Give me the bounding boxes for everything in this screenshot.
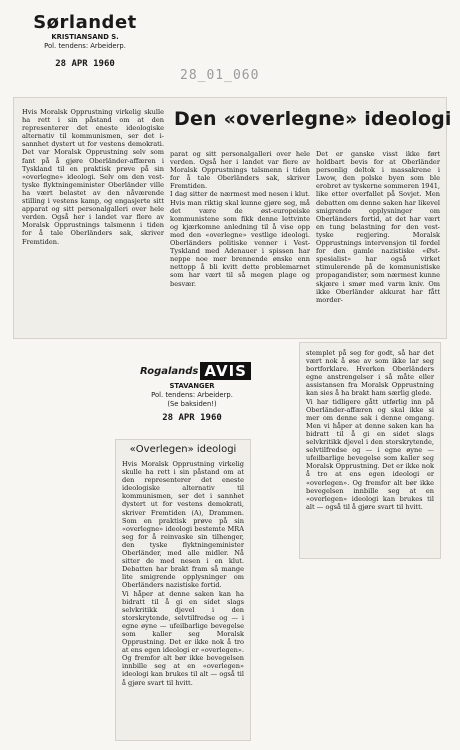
- clipping-note: (Se baksiden!): [167, 400, 217, 408]
- headline: Den «overlegne» ideologi: [174, 108, 452, 130]
- political-tendency: Pol. tendens: Arbeiderp.: [44, 42, 126, 50]
- date-stamp: 28 APR 1960: [162, 413, 222, 423]
- article-column-3: Det er ganske visst ikke ført holdbart bevis for at Oberländer personlig deltok i massakrene i Lwow, den polske byen som ble erobret av tyskerne sommeren 1941, like etter overfallet på Sovjet. Men debatten om denne saken har likevel smigrende opplysninger om Oberländers fortid, at det har vært en tung belastning for den vest-tyske regjering. Moralsk Opprustnings intervensjon til fordel for den gamle nazistiske «Øst-spesialist» har også virket stimulerende på de kommunistiske propagandister, som nærmest kunne skjære i smør med varm kniv. Om ikke Oberländer akkurat har fått morder-: [316, 150, 440, 304]
- clipping-sorlandet: [14, 98, 452, 338]
- newspaper-name: Sørlandet: [33, 12, 137, 33]
- masthead-rogalands-details: [140, 382, 244, 423]
- article-column-2: parat og sitt personalgalleri over hele verden. Også her i landet var flere av Moralsk Opprustnings talsmenn i tiden for å tale Oberländers sak, skriver Fremtiden. I dag sitter de nærmest med nesen i klut. Hvis man riktig skal kunne gjøre seg, må det være de øst-europeiske kommunistene som fikk denne lettvinte og kjærkomne anledning til å vise opp med den «overlegne» vestlige ideologi. Oberländers politiske venner i Vest-Tyskland med Adenauer i spissen har neppe noe mer brennende ønske enn nettopp å bli kvitt dette problemarnet som har vært til så megen plage og besvær.: [170, 150, 310, 288]
- clipping-continuation: [300, 343, 440, 558]
- masthead-sorlandet: [22, 12, 148, 69]
- article-column-1: Hvis Moralsk Opprustning virkelig skulle ha rett i sin påstand om at den representerer det eneste ideologiske alternativ til kommunismen, ser det i-sannhet dystert ut for vestens demokrati. Det var Moralsk Opprustning selv som fant på å gjøre Oberländer-affæren i Tyskland til en praktisk prøve på sin «overlegne» ideologi. Selv om den vest-tyske flyktningeminister Oberländer ville ha vært belastet av den nåværende stilling i vestens kamp, og engasjerte sitt apparat og sitt personalgalleri over hele verden. Også her i landet var flere av Moralsk Opprustnings talsmenn i tiden for å tale Oberländers sak, skriver Fremtiden.: [22, 108, 164, 246]
- newspaper-name-prefix: Rogalands: [140, 365, 199, 377]
- newspaper-city: KRISTIANSAND S.: [51, 33, 119, 41]
- masthead-rogalands-avis: [140, 362, 251, 380]
- article-text: Hvis Moralsk Opprustning virkelig skulle ha rett i sin påstand om at den representerer det eneste ideologiske alternativ til kommunismen, ser det i sannhet dystert ut for vestens demokrati, skriver Fremtiden (A), Drammen. Som en praktisk prøve på sin «overlegne» ideologi bestemte MRA seg for å reinvaske sin tilhenger, den tyske flyktningeminister Oberländer, med alle midler. Nå sitter de med nesen i en klut. Debatten har brakt fram så mange lite smigrende opplysninger om Oberländers nazistiske fortid. Vi håper at denne saken kan ha bidratt til å gi en sidet slags selvkritikk djevel i den storskrytende, selvtilfredse og — i egne øyne — ufeilbarlige bevegelse som kaller seg Moralsk Opprustning. Det er ikke nok å tro at ens egen ideologi er «overlegen». Og fremfor alt bør ikke bevegelsen innbille seg at en «overlegen» ideologi kan brukes til alt — også til å gjøre svart til hvitt.: [122, 460, 244, 687]
- newspaper-city: STAVANGER: [169, 382, 215, 390]
- date-stamp: 28 APR 1960: [55, 59, 115, 69]
- clipping-rogalands-avis: [116, 440, 250, 740]
- newspaper-name: AVIS: [200, 362, 251, 380]
- headline: «Overlegen» ideologi: [129, 444, 237, 455]
- handwritten-date: 28_01_060: [180, 68, 260, 83]
- article-continuation: stemplet på seg for godt, så har det vært nok å øse av som ikke lar seg bortforklare. Hverken Oberländers egne anstrengelser i så måte eller assistansen fra Moralsk Opprustning kan sies å ha brakt ham særlig glede. Vi har tidligere gått utførlig inn på Oberländer-affæren og skal ikke si mer om denne sak i denne omgang. Men vi håper at denne saken kan ha bidratt til å gi en sidet slags selvkritikk djevel i den storskrytende, selvtilfredse og — i egne øyne — ufeilbarlige bevegelse som kaller seg Moralsk Opprustning. Det er ikke nok å tro at ens egen ideologi er «overlegen». Og fremfor alt bør ikke bevegelsen innbille seg at en «overlegen» ideologi kan brukes til alt — også til å gjøre svart til hvitt.: [306, 349, 434, 511]
- political-tendency: Pol. tendens: Arbeiderp.: [151, 391, 233, 399]
